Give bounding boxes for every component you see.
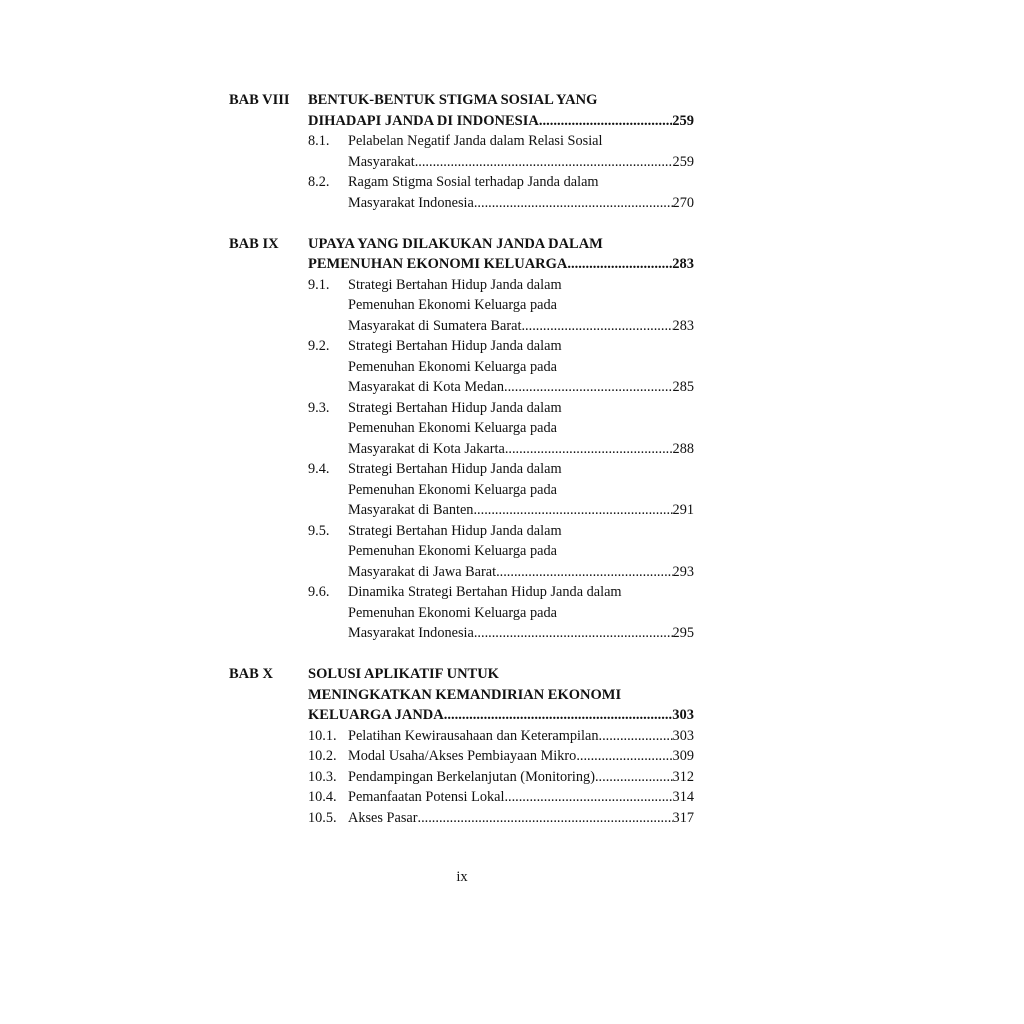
section-title-line xyxy=(348,439,694,460)
chapter-title-text: UPAYA YANG DILAKUKAN JANDA DALAM xyxy=(308,235,603,252)
section-title-page: 312 xyxy=(672,768,694,785)
chapter-number: BAB IX xyxy=(229,235,279,252)
chapter-entry xyxy=(229,234,694,644)
section-title-text: Pemenuhan Ekonomi Keluarga pada xyxy=(348,297,557,313)
section-title-text: Pemenuhan Ekonomi Keluarga pada xyxy=(348,604,557,621)
section-title-text: Strategi Bertahan Hidup Janda dalam xyxy=(348,399,562,416)
section-number: 10.1. xyxy=(308,727,337,744)
section-title-text: Pemenuhan Ekonomi Keluarga pada xyxy=(348,543,557,559)
chapter-body xyxy=(308,234,694,644)
section-title-line xyxy=(348,726,694,747)
section-body xyxy=(348,275,694,337)
dot-leader xyxy=(474,623,673,644)
section-title-text: Masyarakat di Kota Jakarta xyxy=(348,440,505,457)
section-number: 9.1. xyxy=(308,276,330,293)
section-body xyxy=(348,726,694,747)
section-title-text: Ragam Stigma Sosial terhadap Janda dalam xyxy=(348,174,599,190)
dot-leader xyxy=(504,787,672,808)
section-title-line xyxy=(348,500,694,521)
section-title-text: Masyarakat di Jawa Barat xyxy=(348,563,497,580)
section-title-page: 291 xyxy=(672,502,694,518)
section-title-text: Strategi Bertahan Hidup Janda dalam xyxy=(348,461,562,477)
section-number: 10.4. xyxy=(308,789,337,805)
dot-leader xyxy=(539,111,672,132)
section-title-text: Akses Pasar xyxy=(348,809,418,826)
dot-leader xyxy=(504,377,673,398)
section-title-page: 295 xyxy=(672,625,694,641)
dot-leader xyxy=(415,152,673,173)
dot-leader xyxy=(505,439,673,460)
section-entry xyxy=(308,172,694,213)
chapter-number: BAB VIII xyxy=(229,92,290,108)
section-number: 8.2. xyxy=(308,174,330,190)
dot-leader xyxy=(418,808,673,829)
section-title-line xyxy=(348,562,694,583)
dot-leader xyxy=(567,254,672,275)
section-body xyxy=(348,767,694,788)
section-title-text: Modal Usaha/Akses Pembiayaan Mikro xyxy=(348,748,577,764)
section-body xyxy=(348,398,694,460)
section-title-text: Pemenuhan Ekonomi Keluarga pada xyxy=(348,420,557,436)
section-number: 9.2. xyxy=(308,338,330,354)
table-of-contents xyxy=(229,90,694,828)
section-body xyxy=(348,582,694,644)
section-entry xyxy=(308,746,694,767)
section-title-page: 309 xyxy=(672,748,694,764)
chapter-entry xyxy=(229,90,694,213)
section-title-page: 314 xyxy=(672,789,694,805)
section-number: 9.6. xyxy=(308,584,330,600)
chapter-title-page: 259 xyxy=(672,112,694,129)
section-number: 10.5. xyxy=(308,809,337,826)
section-number: 9.5. xyxy=(308,522,330,539)
section-title-page: 317 xyxy=(672,809,694,826)
section-entry xyxy=(308,787,694,808)
section-title-text: Dinamika Strategi Bertahan Hidup Janda dalam xyxy=(348,584,622,600)
section-body xyxy=(348,172,694,213)
section-title-line xyxy=(348,623,694,644)
section-body xyxy=(348,808,694,829)
section-title-text: Strategi Bertahan Hidup Janda dalam xyxy=(348,338,562,354)
chapter-title-text: SOLUSI APLIKATIF UNTUK xyxy=(308,666,499,682)
section-title-text: Masyarakat di Sumatera Barat xyxy=(348,317,522,334)
section-entry xyxy=(308,459,694,521)
chapter-title-page: 303 xyxy=(672,707,694,723)
section-title-line xyxy=(348,316,694,337)
dot-leader xyxy=(599,726,673,747)
dot-leader xyxy=(576,746,672,767)
chapter-title-line xyxy=(308,111,694,132)
section-body xyxy=(348,787,694,808)
section-body xyxy=(348,459,694,521)
chapter-title-text: MENINGKATKAN KEMANDIRIAN EKONOMI xyxy=(308,686,622,703)
section-entry xyxy=(308,275,694,337)
section-title-text: Masyarakat di Banten xyxy=(348,502,474,518)
section-entry xyxy=(308,131,694,172)
section-number: 10.2. xyxy=(308,748,337,764)
section-entry xyxy=(308,582,694,644)
chapter-number: BAB X xyxy=(229,666,273,682)
section-title-line xyxy=(348,767,694,788)
section-entry xyxy=(308,726,694,747)
section-title-text: Pemanfaatan Potensi Lokal xyxy=(348,789,505,805)
section-body xyxy=(348,521,694,583)
section-title-page: 283 xyxy=(672,317,694,334)
chapter-entry xyxy=(229,664,694,828)
section-number: 9.4. xyxy=(308,461,330,477)
chapter-body xyxy=(308,664,694,828)
section-number: 9.3. xyxy=(308,399,330,416)
dot-leader xyxy=(496,562,672,583)
section-entry xyxy=(308,767,694,788)
section-title-line xyxy=(348,193,694,214)
chapter-title-text: PEMENUHAN EKONOMI KELUARGA xyxy=(308,256,568,272)
section-title-line xyxy=(348,808,694,829)
section-title-text: Masyarakat di Kota Medan xyxy=(348,379,505,395)
section-title-text: Pelatihan Kewirausahaan dan Keterampilan xyxy=(348,727,599,744)
dot-leader xyxy=(595,767,673,788)
chapter-title-text: KELUARGA JANDA xyxy=(308,707,444,723)
page-number: ix xyxy=(456,869,468,885)
section-body xyxy=(348,746,694,767)
section-title-line xyxy=(348,746,694,767)
section-entry xyxy=(308,808,694,829)
section-title-text: Pendampingan Berkelanjutan (Monitoring) xyxy=(348,768,595,785)
section-title-text: Masyarakat xyxy=(348,153,415,170)
section-title-page: 270 xyxy=(672,194,694,211)
section-number: 8.1. xyxy=(308,133,330,149)
chapter-body xyxy=(308,90,694,213)
section-title-page: 288 xyxy=(672,440,694,457)
section-title-text: Masyarakat Indonesia xyxy=(348,625,474,641)
section-body xyxy=(348,131,694,172)
section-title-text: Pelabelan Negatif Janda dalam Relasi Sosial xyxy=(348,133,603,149)
section-title-text: Strategi Bertahan Hidup Janda dalam xyxy=(348,522,562,539)
chapter-title-text: BENTUK-BENTUK STIGMA SOSIAL YANG xyxy=(308,92,598,108)
section-title-page: 303 xyxy=(672,727,694,744)
section-entry xyxy=(308,398,694,460)
section-title-page: 259 xyxy=(672,153,694,170)
section-title-text: Pemenuhan Ekonomi Keluarga pada xyxy=(348,481,557,498)
section-title-line xyxy=(348,152,694,173)
chapter-title-text: DIHADAPI JANDA DI INDONESIA xyxy=(308,112,539,129)
section-title-line xyxy=(348,787,694,808)
dot-leader xyxy=(521,316,672,337)
section-entry xyxy=(308,521,694,583)
section-title-page: 293 xyxy=(672,563,694,580)
chapter-title-line xyxy=(308,254,694,275)
dot-leader xyxy=(474,193,673,214)
section-body xyxy=(348,336,694,398)
chapter-title-line xyxy=(308,705,694,726)
section-title-page: 285 xyxy=(672,379,694,395)
dot-leader xyxy=(444,705,673,726)
section-number: 10.3. xyxy=(308,768,337,785)
section-title-text: Masyarakat Indonesia xyxy=(348,194,474,211)
section-title-text: Strategi Bertahan Hidup Janda dalam xyxy=(348,276,562,293)
chapter-title-page: 283 xyxy=(672,256,694,272)
section-entry xyxy=(308,336,694,398)
dot-leader xyxy=(473,500,672,521)
section-title-line xyxy=(348,377,694,398)
section-title-text: Pemenuhan Ekonomi Keluarga pada xyxy=(348,358,557,375)
